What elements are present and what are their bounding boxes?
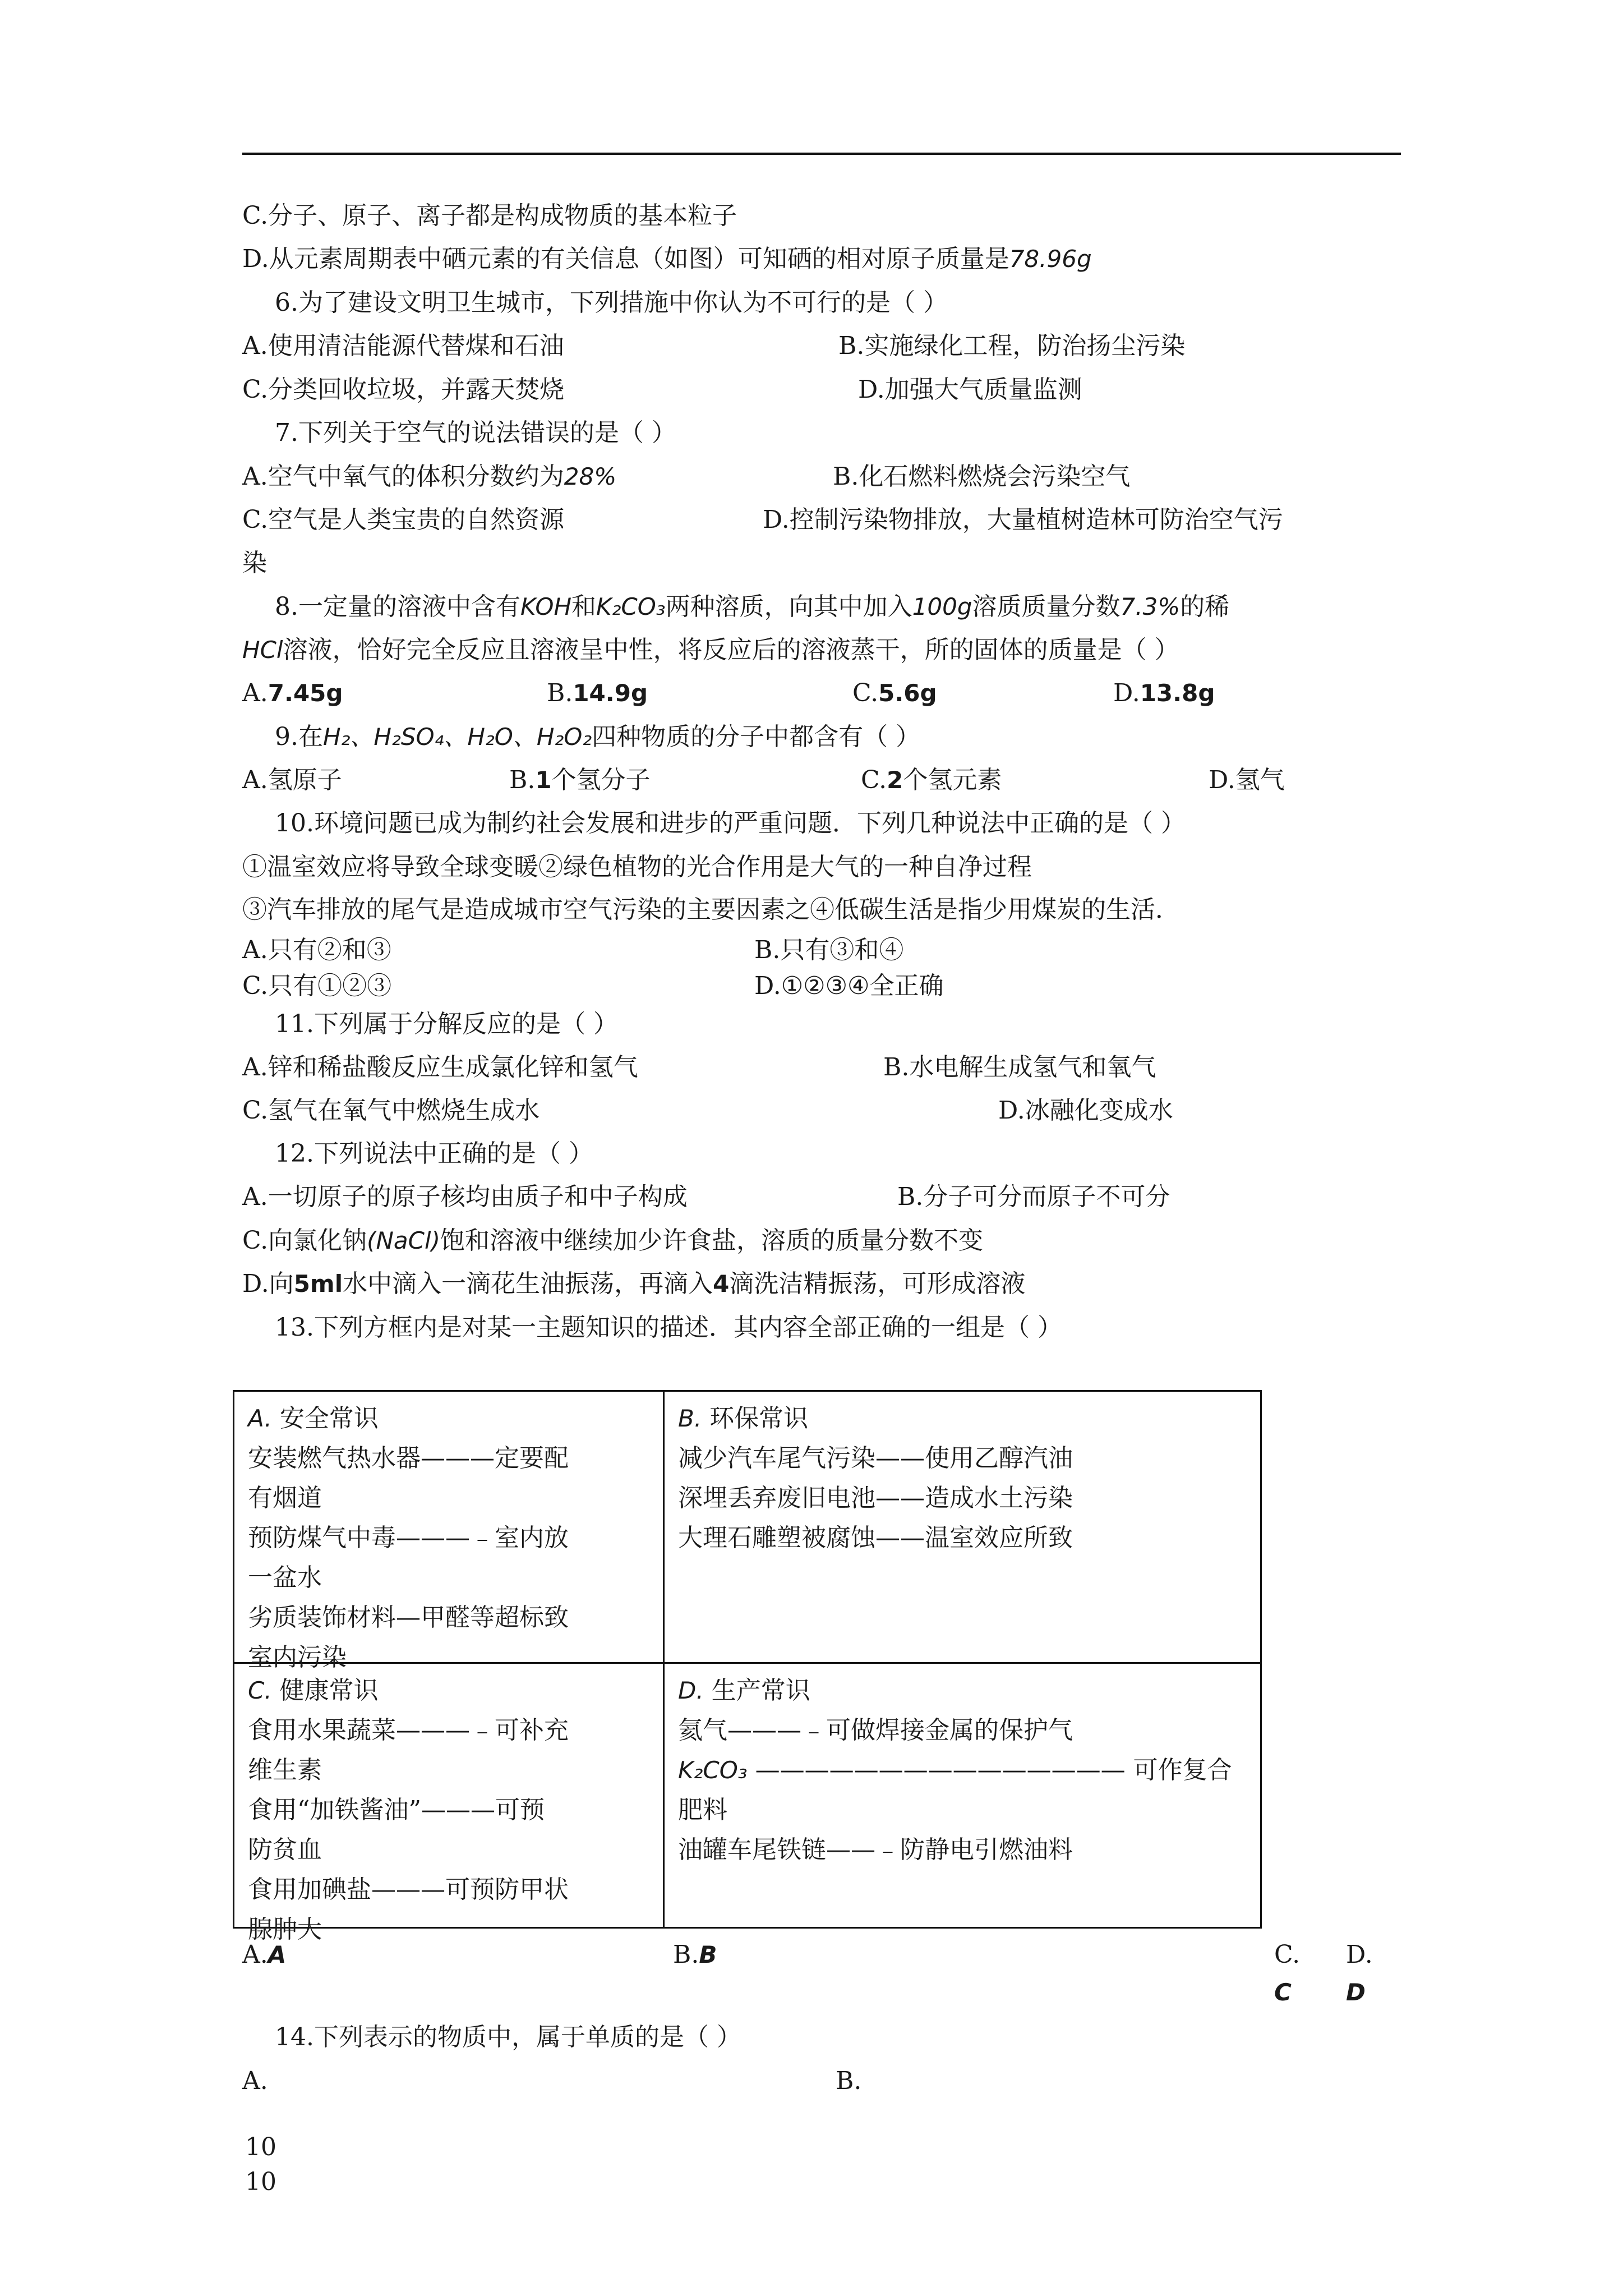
q7-option-b: B.化石燃料燃烧会污染空气 xyxy=(833,462,1131,491)
cell-b-line: 深埋丢弃废旧电池——造成水土污染 xyxy=(678,1484,1073,1512)
cell-d-line: 油罐车尾铁链——﹣防静电引燃油料 xyxy=(678,1835,1073,1864)
q5-option-c: C.分子、原子、离子都是构成物质的基本粒子 xyxy=(242,201,737,230)
question-7: 7.下列关于空气的说法错误的是（ ） xyxy=(275,418,676,447)
q9-option-a: A.氢原子 xyxy=(242,766,342,794)
cell-b-line: 大理石雕塑被腐蚀——温室效应所致 xyxy=(678,1524,1073,1552)
question-11: 11.下列属于分解反应的是（ ） xyxy=(275,1010,618,1038)
q9-option-b: B.1个氢分子 xyxy=(509,766,651,794)
q10-option-c: C.只有①②③ xyxy=(242,972,392,1000)
knowledge-table xyxy=(233,1390,1262,1944)
cell-d-line: 肥料 xyxy=(678,1796,727,1824)
question-9: 9.在H₂、H₂SO₄、H₂O、H₂O₂四种物质的分子中都含有（ ） xyxy=(275,723,921,751)
q9-option-d: D.氢气 xyxy=(1209,766,1285,794)
q10-statements-1-2: ①温室效应将导致全球变暖②绿色植物的光合作用是大气的一种自净过程 xyxy=(242,853,1032,881)
cell-c-line: 防贫血 xyxy=(248,1835,322,1864)
q13-option-d-label: D. xyxy=(1346,1940,1373,1969)
cell-a-line: 劣质装饰材料—甲醛等超标致 xyxy=(248,1603,569,1632)
q13-option-d-value: D xyxy=(1346,1978,1366,2006)
question-14: 14.下列表示的物质中，属于单质的是（ ） xyxy=(275,2023,741,2051)
cell-a-line: 有烟道 xyxy=(248,1484,322,1512)
page-number: 10 xyxy=(245,2133,276,2161)
q13-option-c-label: C. xyxy=(1274,1940,1301,1969)
q7-option-a: A.空气中氧气的体积分数约为28% xyxy=(242,462,617,491)
cell-a-line: 安装燃气热水器———定要配 xyxy=(248,1444,569,1473)
question-12: 12.下列说法中正确的是（ ） xyxy=(275,1139,593,1168)
question-8: 8.一定量的溶液中含有KOH和K₂CO₃两种溶质，向其中加入100g溶质质量分数7.3%的稀 xyxy=(275,592,1230,621)
q12-option-b: B.分子可分而原子不可分 xyxy=(897,1182,1170,1211)
q13-option-a: A.A xyxy=(242,1940,287,1969)
q10-option-a: A.只有②和③ xyxy=(242,936,391,964)
table-cell-d xyxy=(665,1664,1262,1929)
q11-option-a: A.锌和稀盐酸反应生成氯化锌和氢气 xyxy=(242,1053,638,1082)
cell-d-line: K₂CO₃ ——————————————— 可作复合 xyxy=(678,1756,1232,1784)
header-rule xyxy=(242,153,1401,155)
q12-option-d: D.向5ml水中滴入一滴花生油振荡，再滴入4滴洗洁精振荡，可形成溶液 xyxy=(242,1269,1026,1298)
table-cell-b xyxy=(665,1392,1262,1662)
q6-option-b: B.实施绿化工程，防治扬尘污染 xyxy=(838,332,1186,360)
cell-a-line: 一盆水 xyxy=(248,1563,322,1592)
cell-b-title: B. 环保常识 xyxy=(678,1404,809,1433)
q6-option-a: A.使用清洁能源代替煤和石油 xyxy=(242,332,564,360)
cell-c-line: 维生素 xyxy=(248,1756,322,1784)
q11-option-b: B.水电解生成氢气和氧气 xyxy=(883,1053,1156,1082)
q14-option-b: B. xyxy=(836,2067,862,2095)
q5-option-d: D.从元素周期表中硒元素的有关信息（如图）可知硒的相对原子质量是78.96g xyxy=(242,245,1092,273)
page-number: 10 xyxy=(245,2168,276,2196)
q8-option-c: C.5.6g xyxy=(852,679,937,707)
q6-option-d: D.加强大气质量监测 xyxy=(858,375,1082,404)
question-8-continued: HCl溶液，恰好完全反应且溶液呈中性，将反应后的溶液蒸干，所的固体的质量是（ ） xyxy=(242,636,1179,664)
cell-c-title: C. 健康常识 xyxy=(248,1676,379,1705)
q7-option-d: D.控制污染物排放，大量植树造林可防治空气污 xyxy=(763,505,1283,534)
cell-c-line: 食用“加铁酱油”———可预 xyxy=(248,1796,545,1824)
q13-option-b: B.B xyxy=(673,1940,717,1969)
q11-option-c: C.氢气在氧气中燃烧生成水 xyxy=(242,1096,540,1125)
cell-a-line: 预防煤气中毒———﹣室内放 xyxy=(248,1524,569,1552)
q7-option-c: C.空气是人类宝贵的自然资源 xyxy=(242,505,565,534)
q11-option-d: D.冰融化变成水 xyxy=(998,1096,1173,1125)
cell-a-title: A. 安全常识 xyxy=(248,1404,379,1433)
cell-b-line: 减少汽车尾气污染——使用乙醇汽油 xyxy=(678,1444,1073,1473)
table-cell-a xyxy=(234,1392,663,1672)
cell-a-line: 室内污染 xyxy=(248,1643,347,1672)
q8-option-a: A.7.45g xyxy=(242,679,343,707)
q14-option-a: A. xyxy=(242,2067,268,2095)
q12-option-c: C.向氯化钠(NaCl)饱和溶液中继续加少许食盐，溶质的质量分数不变 xyxy=(242,1226,984,1255)
question-13: 13.下列方框内是对某一主题知识的描述．其内容全部正确的一组是（ ） xyxy=(275,1313,1062,1342)
q8-option-b: B.14.9g xyxy=(547,679,648,707)
q6-option-c: C.分类回收垃圾，并露天焚烧 xyxy=(242,375,565,404)
q10-statements-3-4: ③汽车排放的尾气是造成城市空气污染的主要因素之④低碳生活是指少用煤炭的生活． xyxy=(242,895,1180,924)
q10-option-d: D.①②③④全正确 xyxy=(754,972,944,1000)
cell-c-line: 食用水果蔬菜———﹣可补充 xyxy=(248,1716,569,1745)
q9-option-c: C.2个氢元素 xyxy=(861,766,1002,794)
q10-option-b: B.只有③和④ xyxy=(754,936,904,964)
cell-c-line: 腺肿大 xyxy=(248,1915,322,1944)
q8-option-d: D.13.8g xyxy=(1113,679,1215,707)
q7-option-d-continued: 染 xyxy=(242,549,267,577)
cell-c-line: 食用加碘盐———可预防甲状 xyxy=(248,1875,569,1904)
q12-option-a: A.一切原子的原子核均由质子和中子构成 xyxy=(242,1182,688,1211)
table-cell-c xyxy=(234,1664,663,1944)
question-6: 6.为了建设文明卫生城市，下列措施中你认为不可行的是（ ） xyxy=(275,288,948,317)
question-10: 10.环境问题已成为制约社会发展和进步的严重问题．下列几种说法中正确的是（ ） xyxy=(275,809,1186,838)
cell-d-title: D. 生产常识 xyxy=(678,1676,810,1705)
cell-d-line: 氦气———﹣可做焊接金属的保护气 xyxy=(678,1716,1073,1745)
q13-option-c-value: C xyxy=(1274,1978,1292,2006)
